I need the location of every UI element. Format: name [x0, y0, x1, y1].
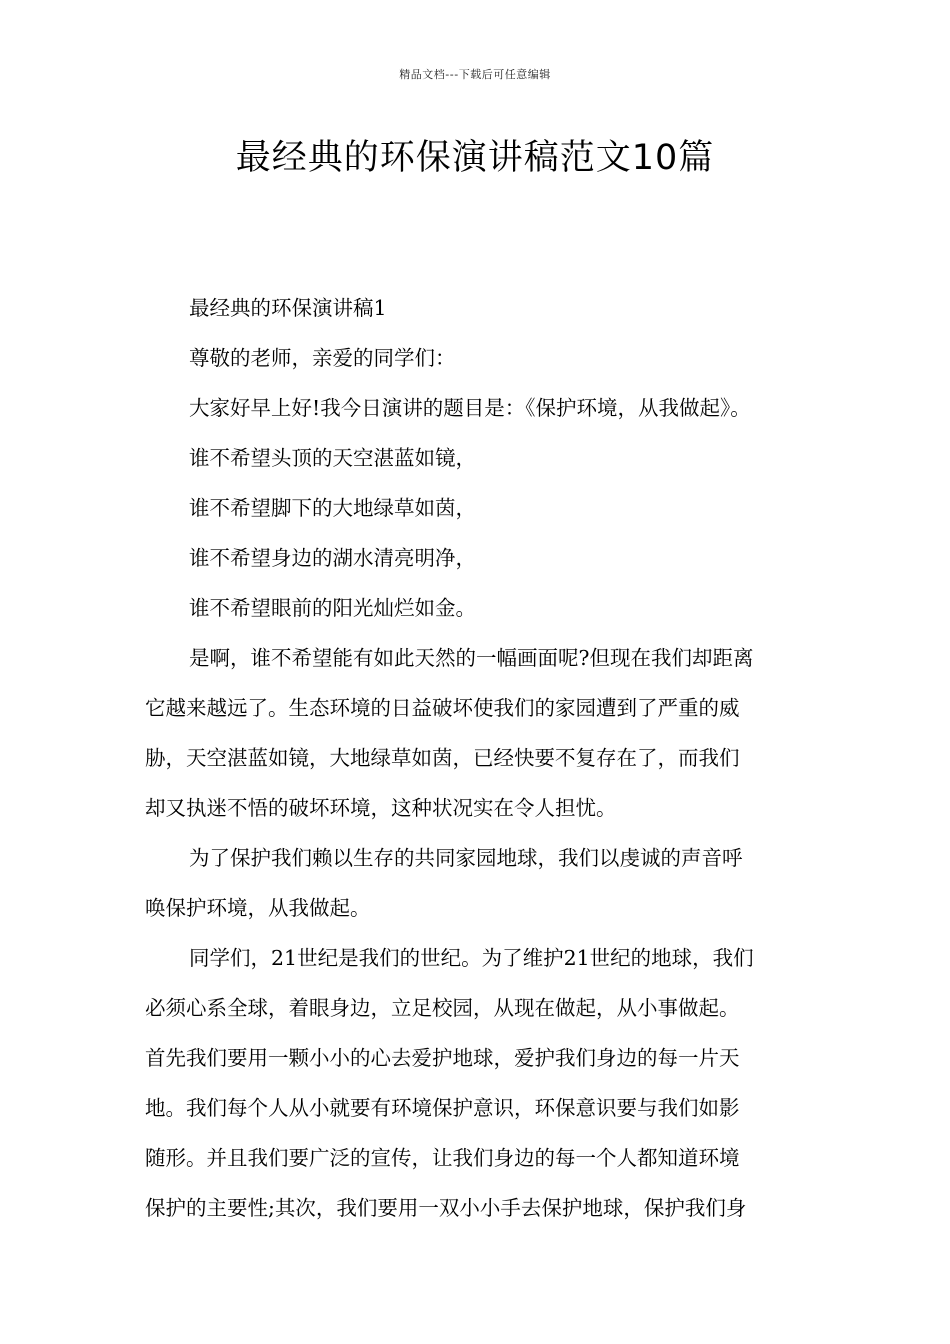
paragraph-line: 却又执迷不悟的破坏环境，这种状况实在令人担忧。: [145, 796, 617, 820]
salutation-line: 尊敬的老师，亲爱的同学们：: [189, 346, 456, 370]
document-body: [145, 283, 809, 1233]
header-note: 精品文档---下载后可任意编辑: [399, 68, 551, 81]
body-line: 大家好早上好!我今日演讲的题目是：《保护环境，从我做起》。: [189, 396, 751, 420]
document-title: 最经典的环保演讲稿范文10篇: [235, 138, 715, 178]
paragraph-line-first: 是啊，谁不希望能有如此天然的一幅画面呢?但现在我们却距离: [189, 646, 754, 670]
poem-line: 谁不希望身边的湖水清亮明净，: [189, 546, 476, 570]
paragraph-line: 必须心系全球，着眼身边，立足校园，从现在做起，从小事做起。: [145, 996, 740, 1020]
paragraph-line: 首先我们要用一颗小小的心去爱护地球，爱护我们身边的每一片天: [145, 1046, 740, 1070]
paragraph-line: 保护的主要性;其次，我们要用一双小小手去保护地球，保护我们身: [145, 1196, 747, 1220]
poem-line: 谁不希望脚下的大地绿草如茵，: [189, 496, 476, 520]
poem-line: 谁不希望头顶的天空湛蓝如镜，: [189, 446, 476, 470]
section-heading: 最经典的环保演讲稿1: [189, 296, 387, 320]
poem-line: 谁不希望眼前的阳光灿烂如金。: [189, 596, 476, 620]
paragraph-line: 胁，天空湛蓝如镜，大地绿草如茵，已经快要不复存在了，而我们: [145, 746, 740, 770]
paragraph-line: 它越来越远了。生态环境的日益破坏使我们的家园遭到了严重的威: [145, 696, 740, 720]
paragraph-line-first: 同学们，21世纪是我们的世纪。为了维护21世纪的地球，我们: [189, 946, 754, 970]
paragraph-line-first: 为了保护我们赖以生存的共同家园地球，我们以虔诚的声音呼: [189, 846, 743, 870]
paragraph-line: 随形。并且我们要广泛的宣传，让我们身边的每一个人都知道环境: [145, 1146, 740, 1170]
paragraph-line: 唤保护环境，从我做起。: [145, 896, 371, 920]
paragraph-line: 地。我们每个人从小就要有环境保护意识，环保意识要与我们如影: [145, 1096, 740, 1120]
